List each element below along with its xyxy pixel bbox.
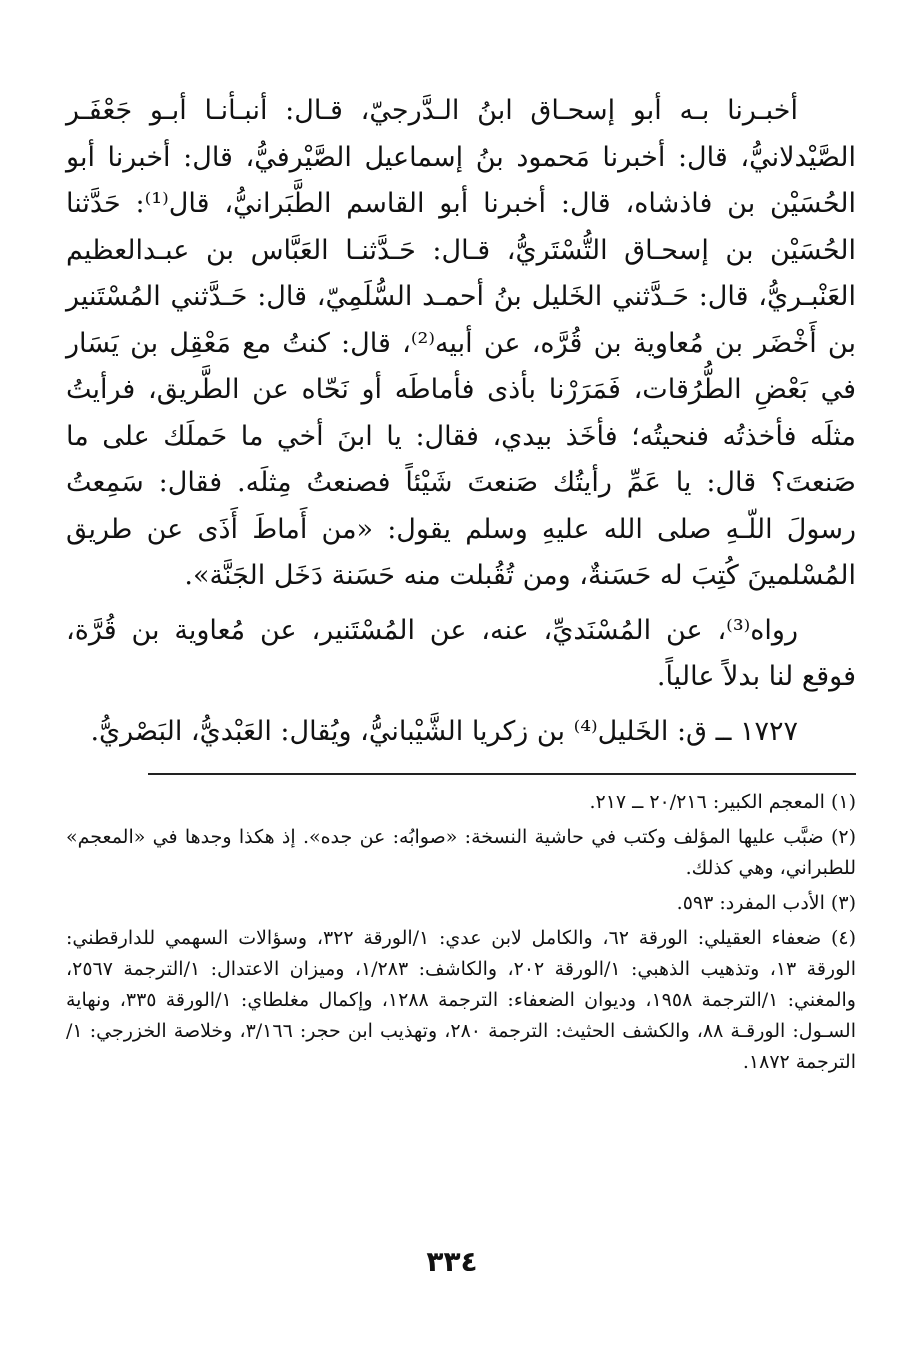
footnote-2: (٢) ضبَّب عليها المؤلف وكتب في حاشية النسخة: «صوابُه: عن جده». إذ هكذا وجدها في «المعجم» للطبراني، وهي كذلك. <box>66 826 856 879</box>
footnote-divider <box>148 773 856 775</box>
narration-paragraph: أخبـرنا بـه أبو إسحـاق ابنُ الـدَّرجيّ، قـال: أنبـأنـا أبـو جَعْفَـر الصَّيْدلانيُّ، قال: أخبرنا مَحمود بنُ إسماعيل الصَّيْرفيُّ، قال: أخبرنا أبو الحُسَيْن بن فاذشاه، قال: أخبرنا أبو القاسم الطَّبَرانيُّ، قال⁽¹⁾: حَدَّثنا الحُسَيْن بن إسحـاق التُّسْتَريُّ، قـال: حَـدَّثنـا العَبَّاس بن عبـدالعظيم العَنْبـريُّ، قال: حَـدَّثني الخَليل بنُ أحمـد السُّلَمِيّ، قال: حَـدَّثني المُسْتَنير بن أَخْضَر بن مُعاوية بن قُرَّه، عن أبيه⁽²⁾، قال: كنتُ مع مَعْقِل بن يَسَار في بَعْضِ الطُّرُقات، فَمَرَرْنا بأذى فأماطَه أو نَحّاه عن الطَّريق، فرأيتُ مثلَه فأخذتُه فنحيتُه؛ فأخَذ بيدي، فقال: يا ابنَ أخي ما حَملَك على ما صَنعتَ؟ قال: يا عَمِّ رأيتُك صَنعتَ شَيْئاً فصنعتُ مِثلَه. فقال: سَمِعتُ رسولَ اللّـهِ صلى الله عليهِ وسلم يقول: «من أَماطَ أَذَى عن طريق المُسْلمينَ كُتِبَ له حَسَنةٌ، ومن تُقُبلت منه حَسَنة دَخَل الجَنَّة». <box>66 95 857 591</box>
biography-entry-1727: ١٧٢٧ ــ ق: الخَليل⁽⁴⁾ بن زكريا الشَّيْبانيُّ، ويُقال: العَبْديُّ، البَصْريُّ. <box>90 715 798 747</box>
footnotes <box>66 787 856 1078</box>
main-text <box>66 88 856 755</box>
footnote-3: (٣) الأدب المفرد: ٥٩٣. <box>676 892 856 914</box>
riwaya-paragraph: رواه⁽³⁾، عن المُسْنَديِّ، عنه، عن المُسْتَنير، عن مُعاوية بن قُرَّة، فوقع لنا بدلاً عالياً. <box>66 614 856 692</box>
page-number: ٣٣٤ <box>426 1245 478 1278</box>
footnote-1: (١) المعجم الكبير: ٢٠/٢١٦ ــ ٢١٧. <box>589 791 856 813</box>
footnote-4: (٤) ضعفاء العقيلي: الورقة ٦٢، والكامل لابن عدي: ١/الورقة ٣٢٢، وسؤالات السهمي للدارقطني: الورقة ١٣، وتذهيب الذهبي: ١/الورقة ٢٠٢، والكاشف: ١/٢٨٣، وميزان الاعتدال: ١/الترجمة ٢٥٦٧، والمغني: ١/الترجمة ١٩٥٨، وديوان الضعفاء: الترجمة ١٢٨٨، وإكمال مغلطاي: ١/الورقة ٣٣٥، ونهاية السـول: الورقـة ٨٨، والكشف الحثيث: الترجمة ٢٨٠، وتهذيب ابن حجر: ٣/١٦٦، وخلاصة الخزرجي: ١/الترجمة ١٨٧٢. <box>66 927 856 1073</box>
page-body <box>66 88 856 1082</box>
